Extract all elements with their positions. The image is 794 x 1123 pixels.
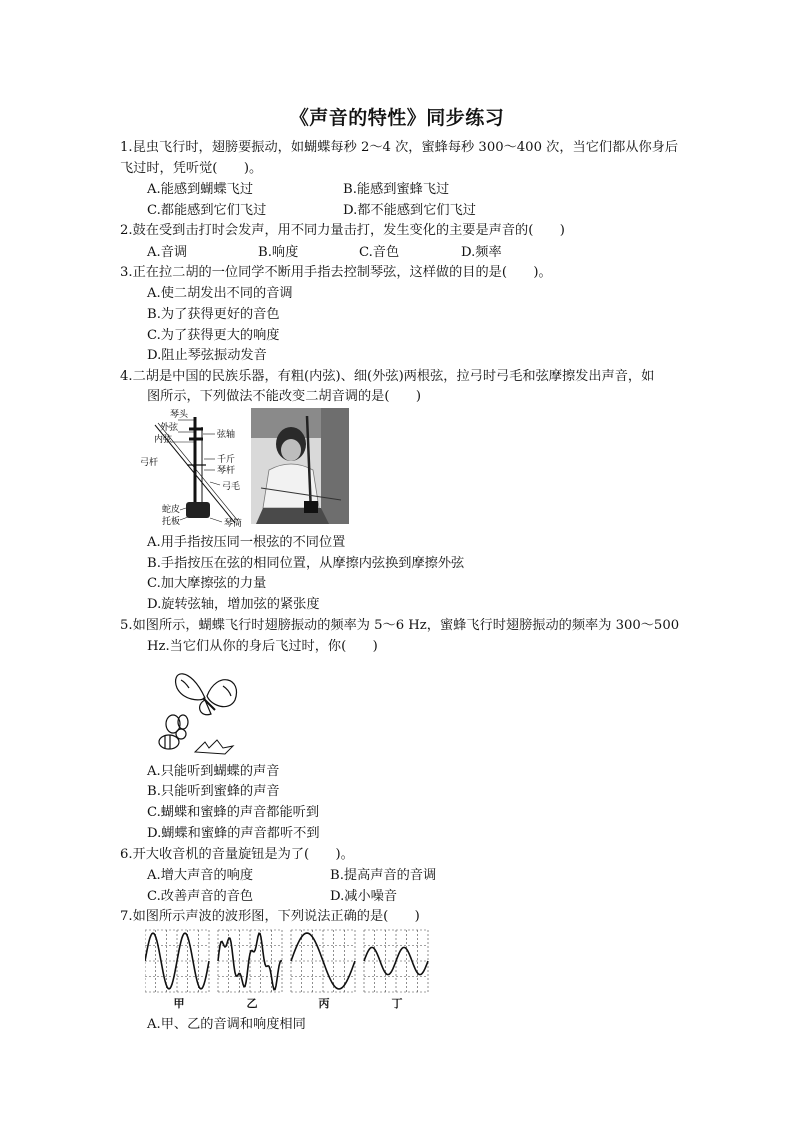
label-qingan: 琴杆 [217, 466, 236, 476]
label-waixian: 外弦 [160, 423, 179, 433]
q5-option-b: B.只能听到蜜蜂的声音 [147, 784, 280, 799]
question-5-text: 5.如图所示，蝴蝶飞行时翅膀振动的频率为 5～6 Hz，蜜蜂飞行时翅膀振动的频率为 300～500 [120, 618, 680, 633]
q2-option-b: B.响度 [258, 245, 299, 260]
q2-option-d: D.频率 [461, 245, 502, 260]
wave-label-ding: 丁 [391, 997, 403, 1010]
q6-option-d: D.减小噪音 [330, 889, 398, 904]
question-1-text-cont: 飞过时，凭听觉( )。 [120, 161, 263, 176]
flower-icon [195, 740, 233, 754]
q5-option-a: A.只能听到蝴蝶的声音 [147, 764, 280, 779]
question-6-text: 6.开大收音机的音量旋钮是为了( )。 [120, 847, 354, 862]
wave-panel-jia [145, 930, 209, 992]
label-qintong: 琴筒 [224, 519, 243, 529]
question-4-text-cont: 图所示，下列做法不能改变二胡音调的是( ) [147, 389, 422, 404]
question-1-text: 1.昆虫飞行时，翅膀要振动，如蝴蝶每秒 2～4 次，蜜蜂每秒 300～400 次，当它们都从你身后 [120, 140, 679, 155]
q2-option-c: C.音色 [359, 245, 400, 260]
wave-panel-bing [291, 930, 355, 992]
q2-option-a: A.音调 [147, 245, 188, 260]
question-2-text: 2.鼓在受到击打时会发声，用不同力量击打，发生变化的主要是声音的( ) [120, 223, 565, 238]
q1-option-b: B.能感到蜜蜂飞过 [343, 182, 450, 197]
bee-icon [159, 715, 188, 749]
label-qintou: 琴头 [170, 410, 189, 420]
label-tuoban: 托板 [162, 517, 181, 527]
q3-option-a: A.使二胡发出不同的音调 [147, 286, 293, 301]
q7-option-a: A.甲、乙的音调和响度相同 [147, 1017, 306, 1032]
q1-option-a: A.能感到蝴蝶飞过 [147, 182, 254, 197]
q6-option-b: B.提高声音的音调 [330, 868, 437, 883]
label-gongmao: 弓毛 [222, 482, 241, 492]
q4-option-c: C.加大摩擦弦的力量 [147, 576, 267, 591]
erhu-player-photo [251, 408, 349, 524]
wave-label-bing: 丙 [318, 997, 330, 1010]
wave-panel-ding [364, 930, 428, 992]
wave-label-yi: 乙 [246, 997, 258, 1010]
q3-option-c: C.为了获得更大的响度 [147, 328, 280, 343]
label-neixian: 内弦 [154, 435, 173, 445]
waveform-curve [218, 933, 282, 989]
butterfly-icon [176, 674, 237, 715]
label-shepi: 蛇皮 [162, 505, 181, 515]
q3-option-d: D.阻止琴弦振动发音 [147, 348, 267, 363]
q5-option-c: C.蝴蝶和蜜蜂的声音都能听到 [147, 805, 320, 820]
wave-panel-yi [218, 930, 282, 992]
q5-option-d: D.蝴蝶和蜜蜂的声音都听不到 [147, 826, 320, 841]
question-3-text: 3.正在拉二胡的一位同学不断用手指去控制琴弦，这样做的目的是( )。 [120, 265, 552, 280]
label-qianjin: 千斤 [217, 455, 236, 465]
question-7-text: 7.如图所示声波的波形图，下列说法正确的是( ) [120, 909, 420, 924]
q6-option-a: A.增大声音的响度 [147, 868, 254, 883]
q3-option-b: B.为了获得更好的音色 [147, 307, 280, 322]
q1-option-d: D.都不能感到它们飞过 [343, 203, 476, 218]
q4-option-b: B.手指按压在弦的相同位置，从摩擦内弦换到摩擦外弦 [147, 556, 465, 571]
label-xianzhou: 弦轴 [217, 430, 236, 440]
wave-label-jia: 甲 [173, 997, 185, 1010]
page-title: 《声音的特性》同步练习 [289, 107, 505, 129]
q4-option-a: A.用手指按压同一根弦的不同位置 [147, 535, 346, 550]
erhu-diagram [140, 405, 250, 530]
label-gonggan: 弓杆 [140, 458, 159, 468]
waveform-figure [145, 928, 435, 996]
question-4-text: 4.二胡是中国的民族乐器，有粗(内弦)、细(外弦)两根弦，拉弓时弓毛和弦摩擦发出声音，如 [120, 369, 655, 384]
butterfly-bee-figure [145, 660, 245, 760]
question-5-text-cont: Hz.当它们从你的身后飞过时，你( ) [147, 639, 378, 654]
q6-option-c: C.改善声音的音色 [147, 889, 254, 904]
q1-option-c: C.都能感到它们飞过 [147, 203, 267, 218]
q4-option-d: D.旋转弦轴，增加弦的紧张度 [147, 597, 320, 612]
